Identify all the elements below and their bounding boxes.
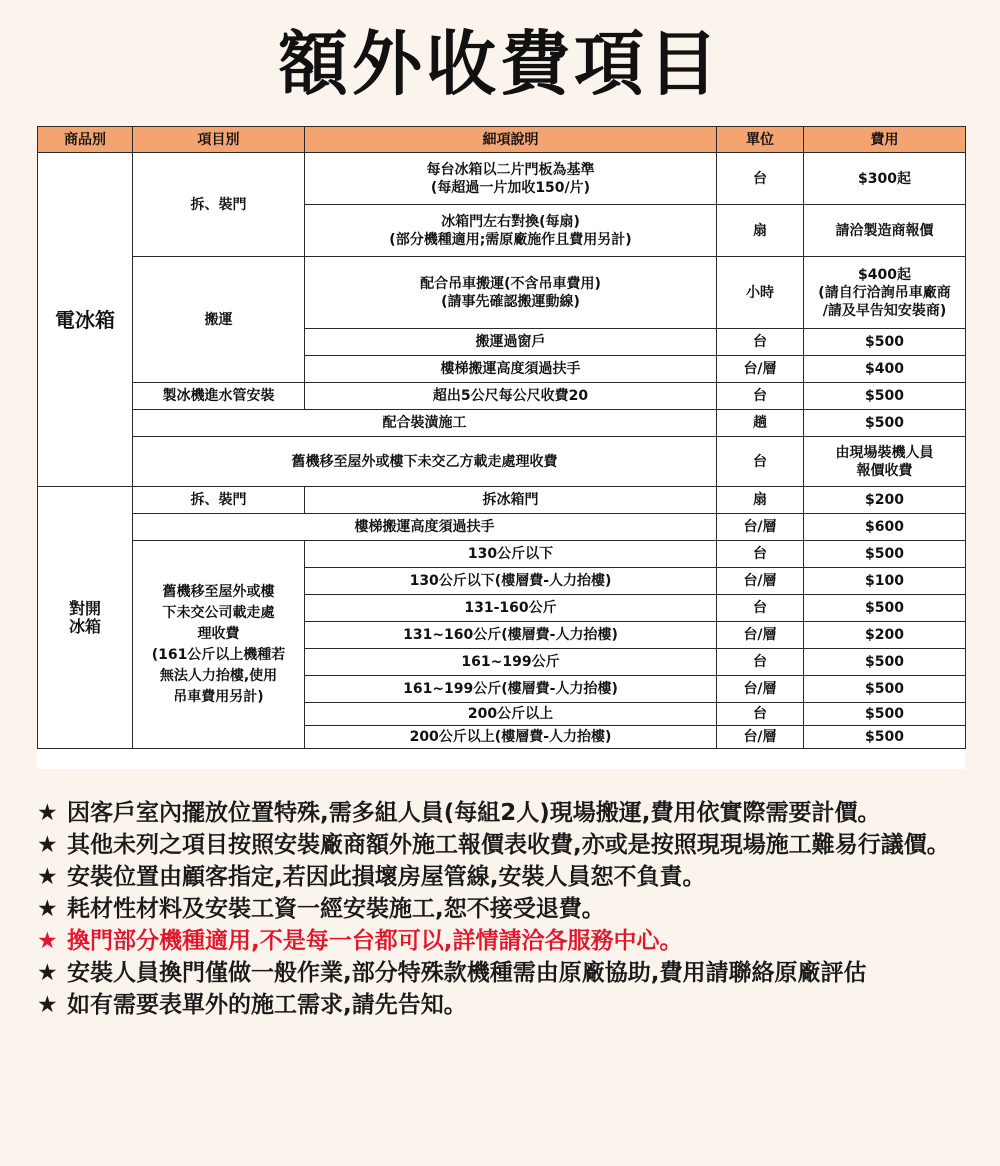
note-text: 換門部分機種適用,不是每一台都可以,詳情請洽各服務中心。 <box>67 928 683 954</box>
item-line: 吊車費用另計) <box>173 688 264 705</box>
item-line: 下未交公司載走處 <box>162 604 275 621</box>
note-item <box>37 989 977 1021</box>
item-ice-maker: 製冰機進水管安裝 <box>133 383 305 410</box>
detail-cell: 161~199公斤 <box>305 649 717 676</box>
fee-cell: $500 <box>804 595 966 622</box>
unit-cell: 台 <box>717 153 804 205</box>
table-row <box>38 437 966 487</box>
note-item-warning <box>37 925 977 957</box>
detail-cell: 130公斤以下 <box>305 541 717 568</box>
detail-cell: 搬運過窗戶 <box>305 329 717 356</box>
unit-cell: 趟 <box>717 410 804 437</box>
detail-cell: 配合裝潢施工 <box>133 410 717 437</box>
fee-cell: $500 <box>804 676 966 703</box>
item-old-disposal <box>133 541 305 749</box>
unit-cell: 台/層 <box>717 726 804 749</box>
detail-cell <box>305 153 717 205</box>
detail-cell: 131-160公斤 <box>305 595 717 622</box>
note-item <box>37 797 977 829</box>
note-item <box>37 861 977 893</box>
fee-cell: $500 <box>804 703 966 726</box>
note-item <box>37 957 977 989</box>
table-row <box>38 487 966 514</box>
unit-cell: 台/層 <box>717 676 804 703</box>
detail-line: 冰箱門左右對換(每扇) <box>441 213 580 230</box>
table-row <box>38 257 966 329</box>
item-line: 無法人力抬樓,使用 <box>159 667 278 684</box>
item-line: 舊機移至屋外或樓 <box>162 583 275 600</box>
table-row <box>38 383 966 410</box>
note-item <box>37 893 977 925</box>
star-icon: ★ <box>37 864 58 890</box>
fee-cell <box>804 257 966 329</box>
fee-table <box>37 126 966 749</box>
detail-line: 配合吊車搬運(不含吊車費用) <box>420 275 601 292</box>
fee-cell: $400 <box>804 356 966 383</box>
detail-cell: 130公斤以下(樓層費-人力抬樓) <box>305 568 717 595</box>
detail-cell: 131~160公斤(樓層費-人力抬樓) <box>305 622 717 649</box>
star-icon: ★ <box>37 896 58 922</box>
detail-line: (每超過一片加收150/片) <box>430 179 591 196</box>
unit-cell: 台 <box>717 383 804 410</box>
category-fridge: 電冰箱 <box>38 153 133 487</box>
star-icon: ★ <box>37 992 58 1018</box>
detail-cell <box>305 257 717 329</box>
detail-cell: 161~199公斤(樓層費-人力抬樓) <box>305 676 717 703</box>
detail-cell: 樓梯搬運高度須過扶手 <box>305 356 717 383</box>
star-icon: ★ <box>37 960 58 986</box>
header-detail: 細項說明 <box>305 127 717 153</box>
detail-cell <box>305 205 717 257</box>
item-door: 拆、裝門 <box>133 487 305 514</box>
unit-cell: 台/層 <box>717 514 804 541</box>
fee-cell: $100 <box>804 568 966 595</box>
table-row <box>38 153 966 205</box>
item-move: 搬運 <box>133 257 305 383</box>
fee-line: (請自行洽詢吊車廠商 <box>818 284 951 301</box>
note-text: 安裝位置由顧客指定,若因此損壞房屋管線,安裝人員恕不負責。 <box>67 864 706 890</box>
header-fee: 費用 <box>804 127 966 153</box>
category-line: 對開 <box>68 598 101 618</box>
unit-cell: 台/層 <box>717 356 804 383</box>
fee-cell <box>804 437 966 487</box>
fee-cell: 請洽製造商報價 <box>804 205 966 257</box>
detail-cell: 舊機移至屋外或樓下未交乙方載走處理收費 <box>133 437 717 487</box>
star-icon: ★ <box>37 800 58 826</box>
page-title: 額外收費項目 <box>278 23 722 105</box>
item-line: 理收費 <box>197 625 240 642</box>
note-text: 其他未列之項目按照安裝廠商額外施工報價表收費,亦或是按照現現場施工難易行議價。 <box>67 832 950 858</box>
item-door: 拆、裝門 <box>133 153 305 257</box>
detail-cell: 200公斤以上 <box>305 703 717 726</box>
item-line: (161公斤以上機種若 <box>151 646 286 663</box>
note-text: 因客戶室內擺放位置特殊,需多組人員(每組2人)現場搬運,費用依實際需要計價。 <box>67 800 881 826</box>
detail-cell: 樓梯搬運高度須過扶手 <box>133 514 717 541</box>
unit-cell: 台/層 <box>717 622 804 649</box>
table-row <box>38 541 966 568</box>
header-unit: 單位 <box>717 127 804 153</box>
table-row <box>38 514 966 541</box>
fee-cell: $500 <box>804 410 966 437</box>
unit-cell: 小時 <box>717 257 804 329</box>
unit-cell: 台 <box>717 595 804 622</box>
notes-list <box>37 797 977 1021</box>
unit-cell: 扇 <box>717 487 804 514</box>
detail-cell: 超出5公尺每公尺收費20 <box>305 383 717 410</box>
fee-cell: $500 <box>804 649 966 676</box>
star-icon: ★ <box>37 928 58 954</box>
note-item <box>37 829 977 861</box>
unit-cell: 台 <box>717 437 804 487</box>
star-icon: ★ <box>37 832 58 858</box>
fee-cell: $300起 <box>804 153 966 205</box>
fee-line: /請及早告知安裝商) <box>822 302 947 319</box>
unit-cell: 台 <box>717 703 804 726</box>
note-text: 如有需要表單外的施工需求,請先告知。 <box>67 992 467 1018</box>
fee-line: 報價收費 <box>856 462 913 479</box>
table-header-row <box>38 127 966 153</box>
unit-cell: 台 <box>717 541 804 568</box>
fee-cell: $500 <box>804 329 966 356</box>
detail-line: (請事先確認搬運動線) <box>441 293 580 310</box>
header-product: 商品別 <box>38 127 133 153</box>
fee-cell: $500 <box>804 541 966 568</box>
detail-cell: 拆冰箱門 <box>305 487 717 514</box>
table-row <box>38 410 966 437</box>
fee-line: $400起 <box>858 266 911 283</box>
unit-cell: 扇 <box>717 205 804 257</box>
fee-cell: $600 <box>804 514 966 541</box>
unit-cell: 台 <box>717 329 804 356</box>
note-text: 耗材性材料及安裝工資一經安裝施工,恕不接受退費。 <box>67 896 605 922</box>
category-line: 冰箱 <box>68 616 101 636</box>
unit-cell: 台/層 <box>717 568 804 595</box>
detail-cell: 200公斤以上(樓層費-人力抬樓) <box>305 726 717 749</box>
fee-line: 由現場裝機人員 <box>835 444 934 461</box>
detail-line: 每台冰箱以二片門板為基準 <box>426 161 595 178</box>
detail-line: (部分機種適用;需原廠施作且費用另計) <box>389 231 632 248</box>
header-item: 項目別 <box>133 127 305 153</box>
fee-cell: $200 <box>804 622 966 649</box>
fee-cell: $500 <box>804 383 966 410</box>
fee-cell: $200 <box>804 487 966 514</box>
note-text: 安裝人員換門僅做一般作業,部分特殊款機種需由原廠協助,費用請聯絡原廠評估 <box>67 960 867 986</box>
fee-cell: $500 <box>804 726 966 749</box>
category-double-door <box>38 487 133 749</box>
unit-cell: 台 <box>717 649 804 676</box>
